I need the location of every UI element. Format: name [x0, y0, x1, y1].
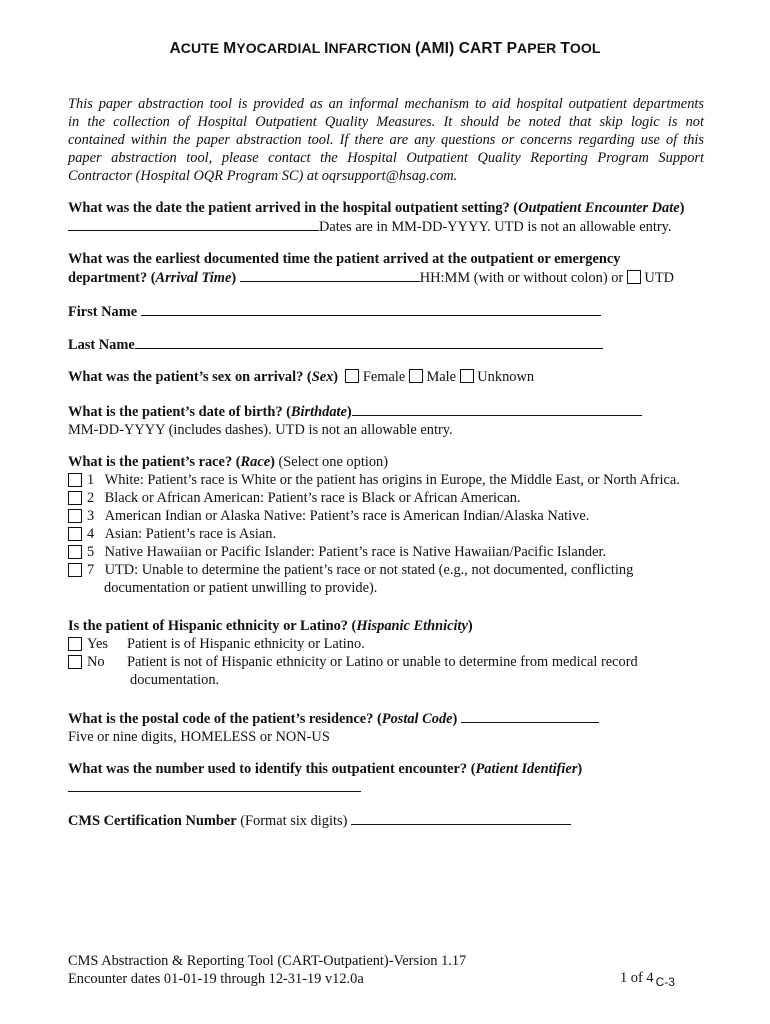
encounter-date-field[interactable]: [68, 217, 319, 231]
encounter-date-question: What was the date the patient arrived in the hospital outpatient setting? (Outpatient Encounter Date) Dates are in MM-DD-YYYY. UTD is not an allowable entry.: [68, 200, 685, 235]
intro-line: Contractor (Hospital OQR Program SC) at oqrsupport@hsag.com.: [68, 168, 458, 184]
race-question: What is the patient’s race? (Race) (Select one option) 1 White: Patient’s race is White or the patient has origins in Europe, the Middle East, or North Africa. 2 Black or African American: Patient’s race is Black or African American. 3 American Indian or Alaska Native: Patient’s race is American Indian/Alaska Native. 4 Asian: Patient’s race is Asian. 5 Native Hawaiian or Pacific Islander: Patient’s race is Native Hawaiian/Pacific Islander. 7 UTD: Unable to determine the patient’s race or not stated (e.g., not documented, conflicting documentation or patient unwilling to provide).: [68, 454, 680, 596]
intro-paragraph: [68, 95, 704, 185]
arrival-time-question: What was the earliest documented time the patient arrived at the outpatient or emergency department? (Arrival Time) HH:MM (with or without colon) or UTD: [68, 251, 674, 286]
page-number: 1 of 4 $_{C-3}$: [620, 970, 675, 989]
patient-identifier-question: What was the number used to identify this outpatient encounter? (Patient Identifier): [68, 760, 582, 797]
race-option[interactable]: 7 UTD: Unable to determine the patient’s race or not stated (e.g., not documented, conflicting: [68, 561, 680, 579]
sex-unknown-checkbox[interactable]: [460, 369, 474, 383]
race-checkbox[interactable]: [68, 491, 82, 505]
hispanic-no-checkbox[interactable]: [68, 655, 82, 669]
postal-code-question: What is the postal code of the patient’s residence? (Postal Code) Five or nine digits, HOMELESS or NON-US: [68, 709, 599, 746]
page-code: C-3: [655, 975, 675, 989]
sex-female-checkbox[interactable]: [345, 369, 359, 383]
hispanic-question: Is the patient of Hispanic ethnicity or Latino? (Hispanic Ethnicity) Yes Patient is of Hispanic ethnicity or Latino. No Patient is not of Hispanic ethnicity or Latino or unable to determine from medical record documentation.: [68, 618, 638, 688]
encounter-date-note: Dates are in MM-DD-YYYY. UTD is not an allowable entry.: [319, 219, 672, 235]
ccn-field[interactable]: [351, 811, 571, 825]
patient-identifier-field[interactable]: [68, 778, 361, 792]
birthdate-note: MM-DD-YYYY (includes dashes). UTD is not an allowable entry.: [68, 422, 453, 438]
race-checkbox[interactable]: [68, 527, 82, 541]
ccn-row: CMS Certification Number (Format six digits): [68, 811, 571, 830]
arrival-time-field[interactable]: [240, 268, 420, 282]
birthdate-field[interactable]: [352, 402, 642, 416]
race-option[interactable]: 1 White: Patient’s race is White or the patient has origins in Europe, the Middle East, or North Africa.: [68, 471, 680, 489]
first-name-row: First Name: [68, 302, 601, 321]
intro-line: contained within the paper abstraction tool. If there are any questions or concerns regarding use of this: [68, 132, 704, 148]
last-name-row: Last Name: [68, 335, 603, 354]
postal-code-field[interactable]: [461, 709, 599, 723]
footer-version: CMS Abstraction & Reporting Tool (CART-Outpatient)-Version 1.17: [68, 953, 467, 969]
hispanic-yes-checkbox[interactable]: [68, 637, 82, 651]
race-option[interactable]: 3 American Indian or Alaska Native: Patient’s race is American Indian/Alaska Native.: [68, 507, 680, 525]
birthdate-question: What is the patient’s date of birth? (Birthdate) MM-DD-YYYY (includes dashes). UTD is not an allowable entry.: [68, 402, 642, 439]
race-checkbox[interactable]: [68, 545, 82, 559]
sex-question: What was the patient’s sex on arrival? (Sex) Female Male Unknown: [68, 369, 535, 385]
hispanic-no-continuation: documentation.: [130, 672, 220, 688]
intro-line: in the collection of Hospital Outpatient Quality Measures. It should be noted that skip logic is not: [68, 114, 704, 130]
race-checkbox[interactable]: [68, 473, 82, 487]
race-option[interactable]: 2 Black or African American: Patient’s race is Black or African American.: [68, 489, 680, 507]
intro-line: paper abstraction tool, please contact the Hospital Outpatient Quality Reporting Program Support: [68, 150, 704, 166]
race-option[interactable]: 5 Native Hawaiian or Pacific Islander: Patient’s race is Native Hawaiian/Pacific Islander.: [68, 543, 680, 561]
race-checkbox[interactable]: [68, 509, 82, 523]
document-title: ACUTE MYOCARDIAL INFARCTION (AMI) CART PAPER TOOL: [169, 40, 601, 57]
sex-male-checkbox[interactable]: [409, 369, 423, 383]
postal-code-note: Five or nine digits, HOMELESS or NON-US: [68, 729, 330, 745]
footer-dates: Encounter dates 01-01-19 through 12-31-19 v12.0a: [68, 971, 364, 987]
race-checkbox[interactable]: [68, 563, 82, 577]
arrival-time-utd-checkbox[interactable]: [627, 270, 641, 284]
race-option[interactable]: 4 Asian: Patient’s race is Asian.: [68, 525, 680, 543]
hispanic-no-option[interactable]: No Patient is not of Hispanic ethnicity or Latino or unable to determine from medical record: [68, 653, 638, 671]
last-name-field[interactable]: [135, 335, 603, 349]
intro-line: This paper abstraction tool is provided as an informal mechanism to aid hospital outpatient departments: [68, 96, 704, 112]
hispanic-yes-option[interactable]: Yes Patient is of Hispanic ethnicity or Latino.: [68, 635, 638, 653]
race-utd-continuation: documentation or patient unwilling to provide).: [104, 580, 378, 596]
first-name-field[interactable]: [141, 302, 601, 316]
utd-label: UTD: [644, 270, 674, 286]
